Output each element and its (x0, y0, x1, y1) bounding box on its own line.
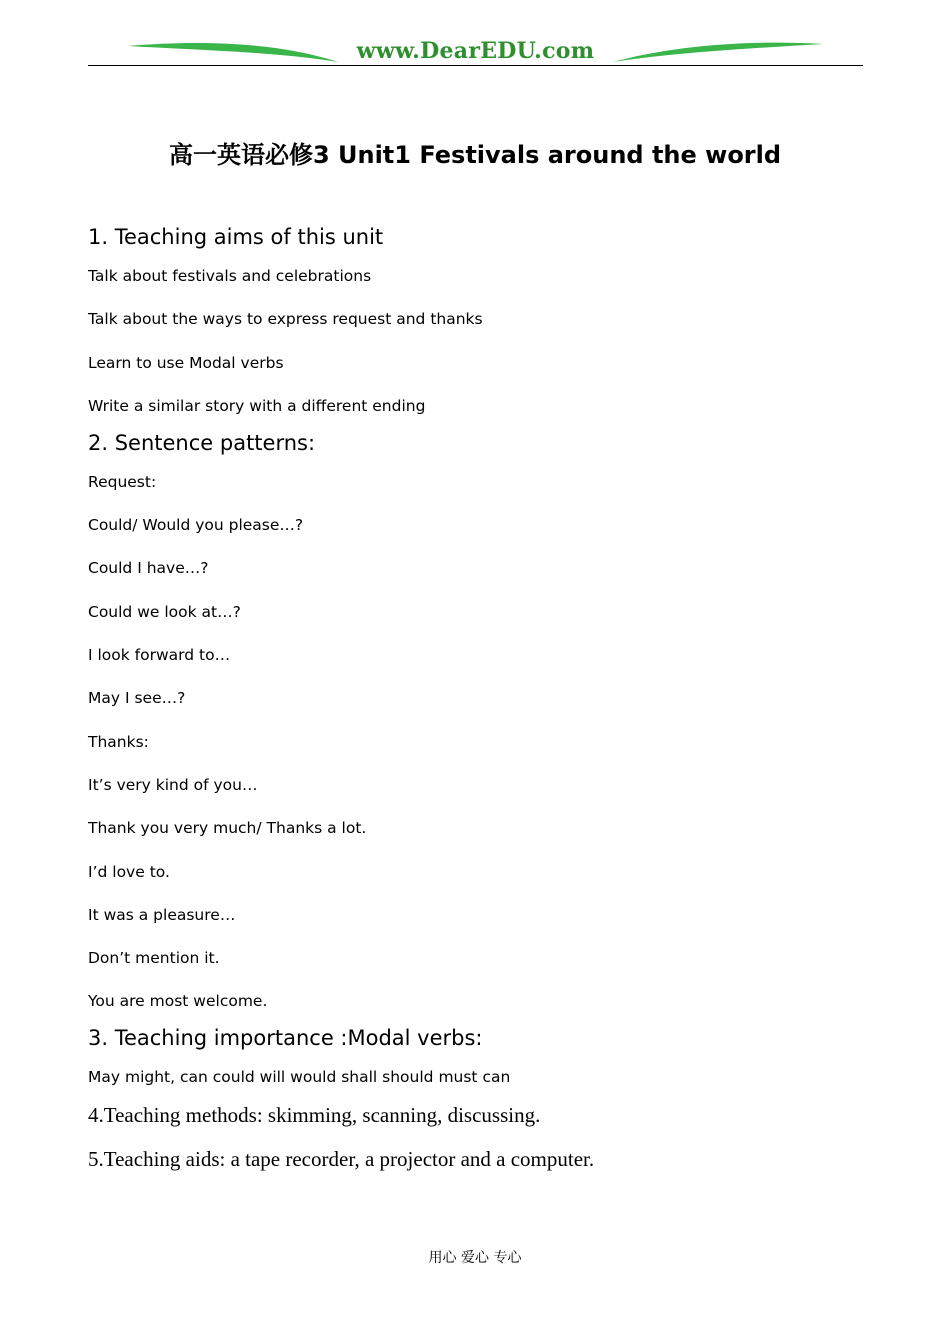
section-sentence-patterns (88, 429, 863, 1012)
section-teaching-importance (88, 1024, 863, 1087)
page-title: 高一英语必修3 Unit1 Festivals around the world (168, 141, 782, 169)
teaching-methods: 4.Teaching methods: skimming, scanning, discussing. (88, 1103, 541, 1128)
list-item: You are most welcome. (88, 992, 268, 1011)
list-item: Request: (88, 472, 157, 491)
list-item: Don’t mention it. (88, 949, 220, 968)
logo-text: www.DearEDU.com (356, 38, 595, 64)
section-heading: 2. Sentence patterns: (88, 430, 316, 455)
list-item: Talk about festivals and celebrations (88, 267, 372, 285)
page-footer: 用心 爱心 专心 (428, 1250, 522, 1266)
list-item: Talk about the ways to express request and thanks (88, 310, 483, 329)
list-item: May I see…? (88, 689, 186, 708)
list-item: Could we look at…? (88, 602, 241, 621)
list-item: Thanks: (88, 732, 149, 751)
document-body (88, 223, 863, 1190)
list-item: It was a pleasure… (88, 905, 236, 924)
teaching-aids: 5.Teaching aids: a tape recorder, a projector and a computer. (88, 1147, 595, 1172)
header-divider (88, 65, 863, 66)
section-teaching-aims (88, 223, 863, 416)
list-item: Learn to use Modal verbs (88, 353, 284, 372)
list-item: May might, can could will would shall should must can (88, 1068, 511, 1087)
list-item: Could I have…? (88, 559, 209, 578)
list-item: Thank you very much/ Thanks a lot. (88, 819, 367, 838)
list-item: I look forward to… (88, 646, 231, 665)
section-heading: 1. Teaching aims of this unit (88, 225, 384, 249)
list-item: Write a similar story with a different ending (88, 396, 426, 415)
list-item: Could/ Would you please…? (88, 516, 304, 535)
section-heading: 3. Teaching importance :Modal verbs: (88, 1026, 483, 1051)
list-item: It’s very kind of you… (88, 775, 258, 794)
header-banner (88, 38, 863, 68)
list-item: I’d love to. (88, 862, 170, 881)
